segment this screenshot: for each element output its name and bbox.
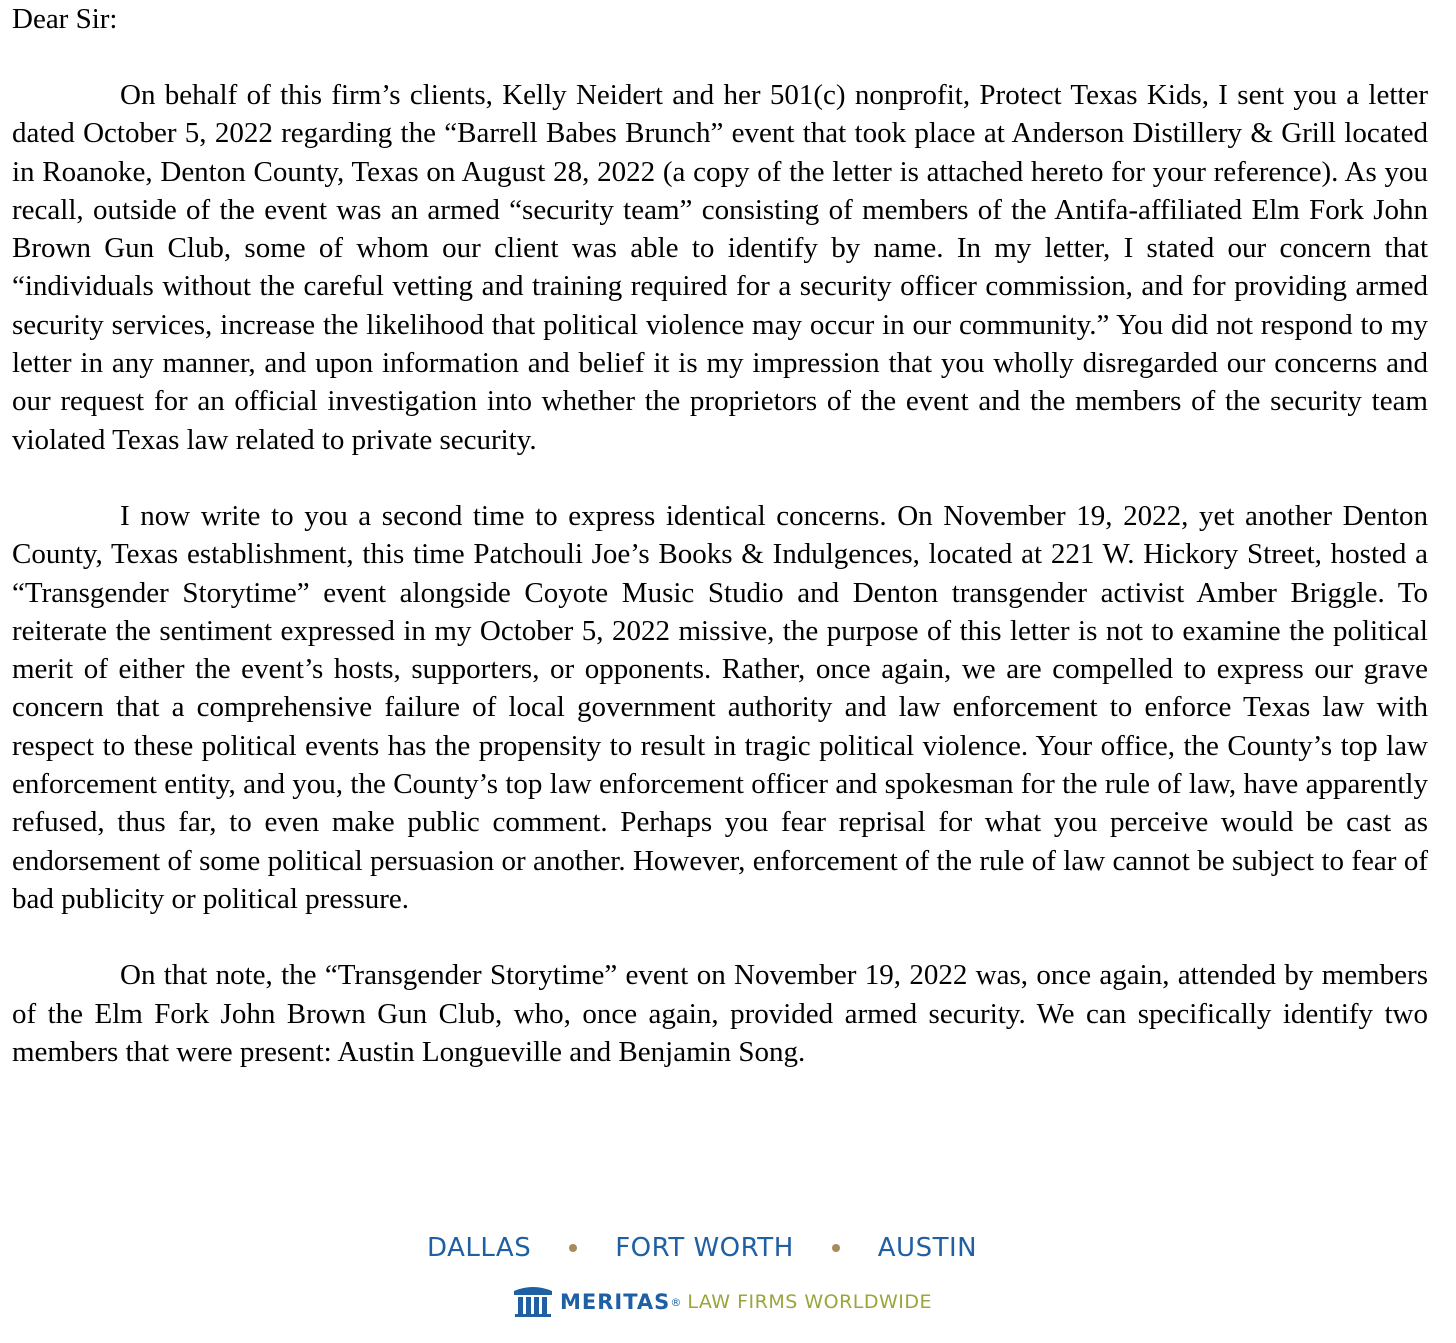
separator-dot-icon <box>832 1244 840 1252</box>
separator-dot-icon <box>569 1244 577 1252</box>
office-austin: AUSTIN <box>877 1233 978 1263</box>
letter-body <box>12 0 1428 1071</box>
paragraph-2: I now write to you a second time to express identical concerns. On November 19, 2022, yet another Denton County, Texas establishment, this time Patchouli Joe’s Books & Indulgences, located at 221 W. Hickory Street, hosted a “Transgender Storytime” event alongside Coyote Music Studio and Denton transgender activist Amber Briggle. To reiterate the sentiment expressed in my October 5, 2022 missive, the purpose of this letter is not to examine the political merit of either the event’s hosts, supporters, or opponents. Rather, once again, we are compelled to express our grave concern that a comprehensive failure of local government authority and law enforcement to enforce Texas law with respect to these political events has the propensity to result in tragic political violence. Your office, the County’s top law enforcement entity, and you, the County’s top law enforcement officer and spokesman for the rule of law, have apparently refused, thus far, to even make public comment. Perhaps you fear reprisal for what you perceive would be cast as endorsement of some political persuasion or another. However, enforcement of the rule of law cannot be subject to fear of bad publicity or political pressure. <box>12 499 1428 915</box>
meritas-tagline: LAW FIRMS WORLDWIDE <box>687 1291 933 1313</box>
paragraph-1: On behalf of this firm’s clients, Kelly Neidert and her 501(c) nonprofit, Protect Texas Kids, I sent you a letter dated October 5, 2022 regarding the “Barrell Babes Brunch” event that took place at Anderson Distillery & Grill located in Roanoke, Denton County, Texas on August 28, 2022 (a copy of the letter is attached hereto for your reference). As you recall, outside of the event was an armed “security team” consisting of members of the Antifa-affiliated Elm Fork John Brown Gun Club, some of whom our client was able to identify by name. In my letter, I stated our concern that “individuals without the careful vetting and training required for a security officer commission, and for providing armed security services, increase the likelihood that political violence may occur in our community.” You did not respond to my letter in any manner, and upon information and belief it is my impression that you wholly disregarded our concerns and our request for an official investigation into whether the proprietors of the event and the members of the security team violated Texas law related to private security. <box>12 79 1428 456</box>
office-fort-worth: FORT WORTH <box>615 1233 794 1263</box>
office-locations <box>427 1228 977 1268</box>
registered-mark: ® <box>670 1295 682 1309</box>
salutation: Dear Sir: <box>12 3 118 35</box>
meritas-name: MERITAS <box>560 1290 671 1314</box>
meritas-network-logo <box>512 1282 932 1322</box>
office-dallas: DALLAS <box>427 1233 532 1263</box>
paragraph-3: On that note, the “Transgender Storytime” event on November 19, 2022 was, once again, attended by members of the Elm Fork John Brown Gun Club, who, once again, provided armed security. We can specifically identify two members that were present: Austin Longueville and Benjamin Song. <box>12 959 1428 1068</box>
meritas-columns-icon <box>512 1286 554 1318</box>
letterhead-footer <box>0 1222 1456 1332</box>
